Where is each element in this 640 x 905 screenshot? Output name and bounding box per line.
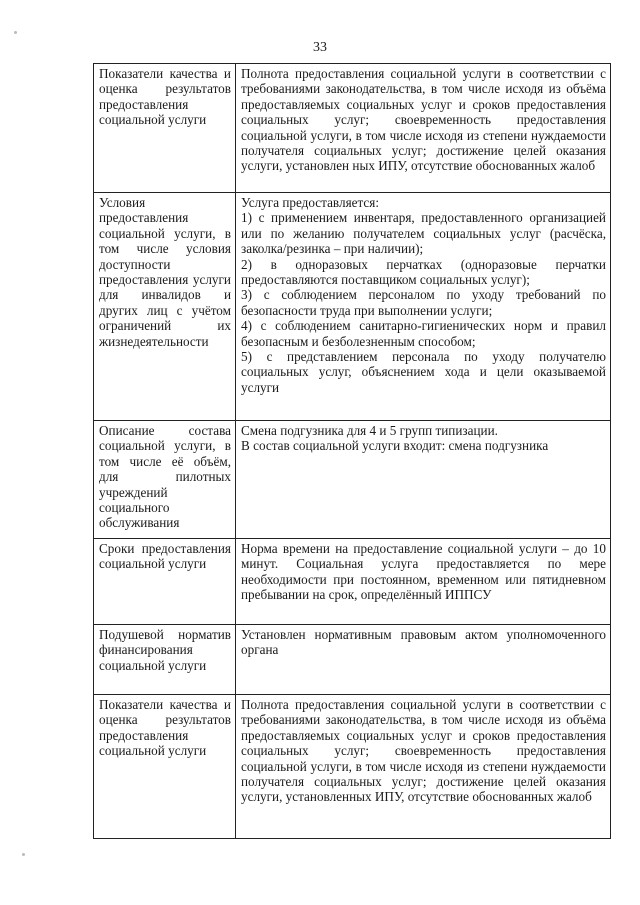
table-row	[94, 625, 611, 695]
table-row	[94, 539, 611, 625]
value-line: 4) с соблюдением санитарно-гигиенических норм и правил безопасным и безболезненным способом;	[241, 318, 606, 349]
value-line: Норма времени на предоставление социальной услуги – до 10 минут. Социальная услуга предоставляется по мере необходимости при постоянном, временном или пятидневном пребывании на срок, определённый ИППСУ	[241, 541, 606, 603]
table-row	[94, 64, 611, 193]
row-value	[236, 193, 611, 421]
value-line: 5) с представлением персонала по уходу получателю социальных услуг, объяснением хода и цели оказываемой услуги	[241, 349, 606, 395]
scan-speck	[14, 31, 17, 34]
value-line: 1) с применением инвентаря, предоставленного организацией или по желанию получателем социальных услуг (расчёска, заколка/резинка – при наличии);	[241, 210, 606, 257]
value-line: В состав социальной услуги входит: смена подгузника	[241, 438, 549, 454]
row-label: Условия предоставления социальной услуги, в том числе условия доступности предоставления услуги для инвалидов и других лиц с учётом ограничений их жизнедеятельности	[94, 193, 236, 421]
row-value	[236, 64, 611, 193]
table-row	[94, 695, 611, 839]
row-label: Сроки предоставления социальной услуги	[94, 539, 236, 625]
table-row	[94, 421, 611, 539]
row-label: Описание состава социальной услуги, в том числе её объём, для пилотных учреждений социального обслуживания	[94, 421, 236, 539]
value-line: Смена подгузника для 4 и 5 групп типизации.	[241, 423, 498, 438]
value-line: Полнота предоставления социальной услуги в соответствии с требованиями законодательства, в том числе исходя из объёма предоставляемых социальных услуг и сроков предоставления социальных услуг; своевременность предоставления социальной услуги, в том числе исходя из степени нуждаемости получателя социальных услуг; достижение целей оказания услуги, установлен ных ИПУ, отсутствие обоснованных жалоб	[241, 66, 606, 174]
page-number: 33	[313, 40, 327, 55]
row-value	[236, 539, 611, 625]
value-line: Услуга предоставляется:	[241, 195, 379, 210]
value-line: Полнота предоставления социальной услуги в соответствии с требованиями законодательства, в том числе исходя из объёма предоставляемых социальных услуг и сроков предоставления социальных услуг; своевременность предоставления социальной услуги, в том числе исходя из степени нуждаемости получателя социальных услуг; достижение целей оказания услуги, установленных ИПУ, отсутствие обоснованных жалоб	[241, 697, 606, 805]
row-value	[236, 421, 611, 539]
table-row	[94, 193, 611, 421]
value-line: 3) с соблюдением персоналом по уходу требований по безопасности труда при выполнении услуги;	[241, 287, 606, 318]
row-label: Подушевой норматив финансирования социальной услуги	[94, 625, 236, 695]
row-value	[236, 625, 611, 695]
value-line: Установлен нормативным правовым актом уполномоченного органа	[241, 627, 606, 658]
value-line: 2) в одноразовых перчатках (одноразовые перчатки предоставляются поставщиком социальных услуг);	[241, 256, 606, 288]
row-label: Показатели качества и оценка результатов предоставления социальной услуги	[94, 695, 236, 839]
row-label: Показатели качества и оценка результатов предоставления социальной услуги	[94, 64, 236, 193]
scan-speck	[22, 853, 25, 856]
service-description-table	[93, 63, 611, 839]
row-value	[236, 695, 611, 839]
